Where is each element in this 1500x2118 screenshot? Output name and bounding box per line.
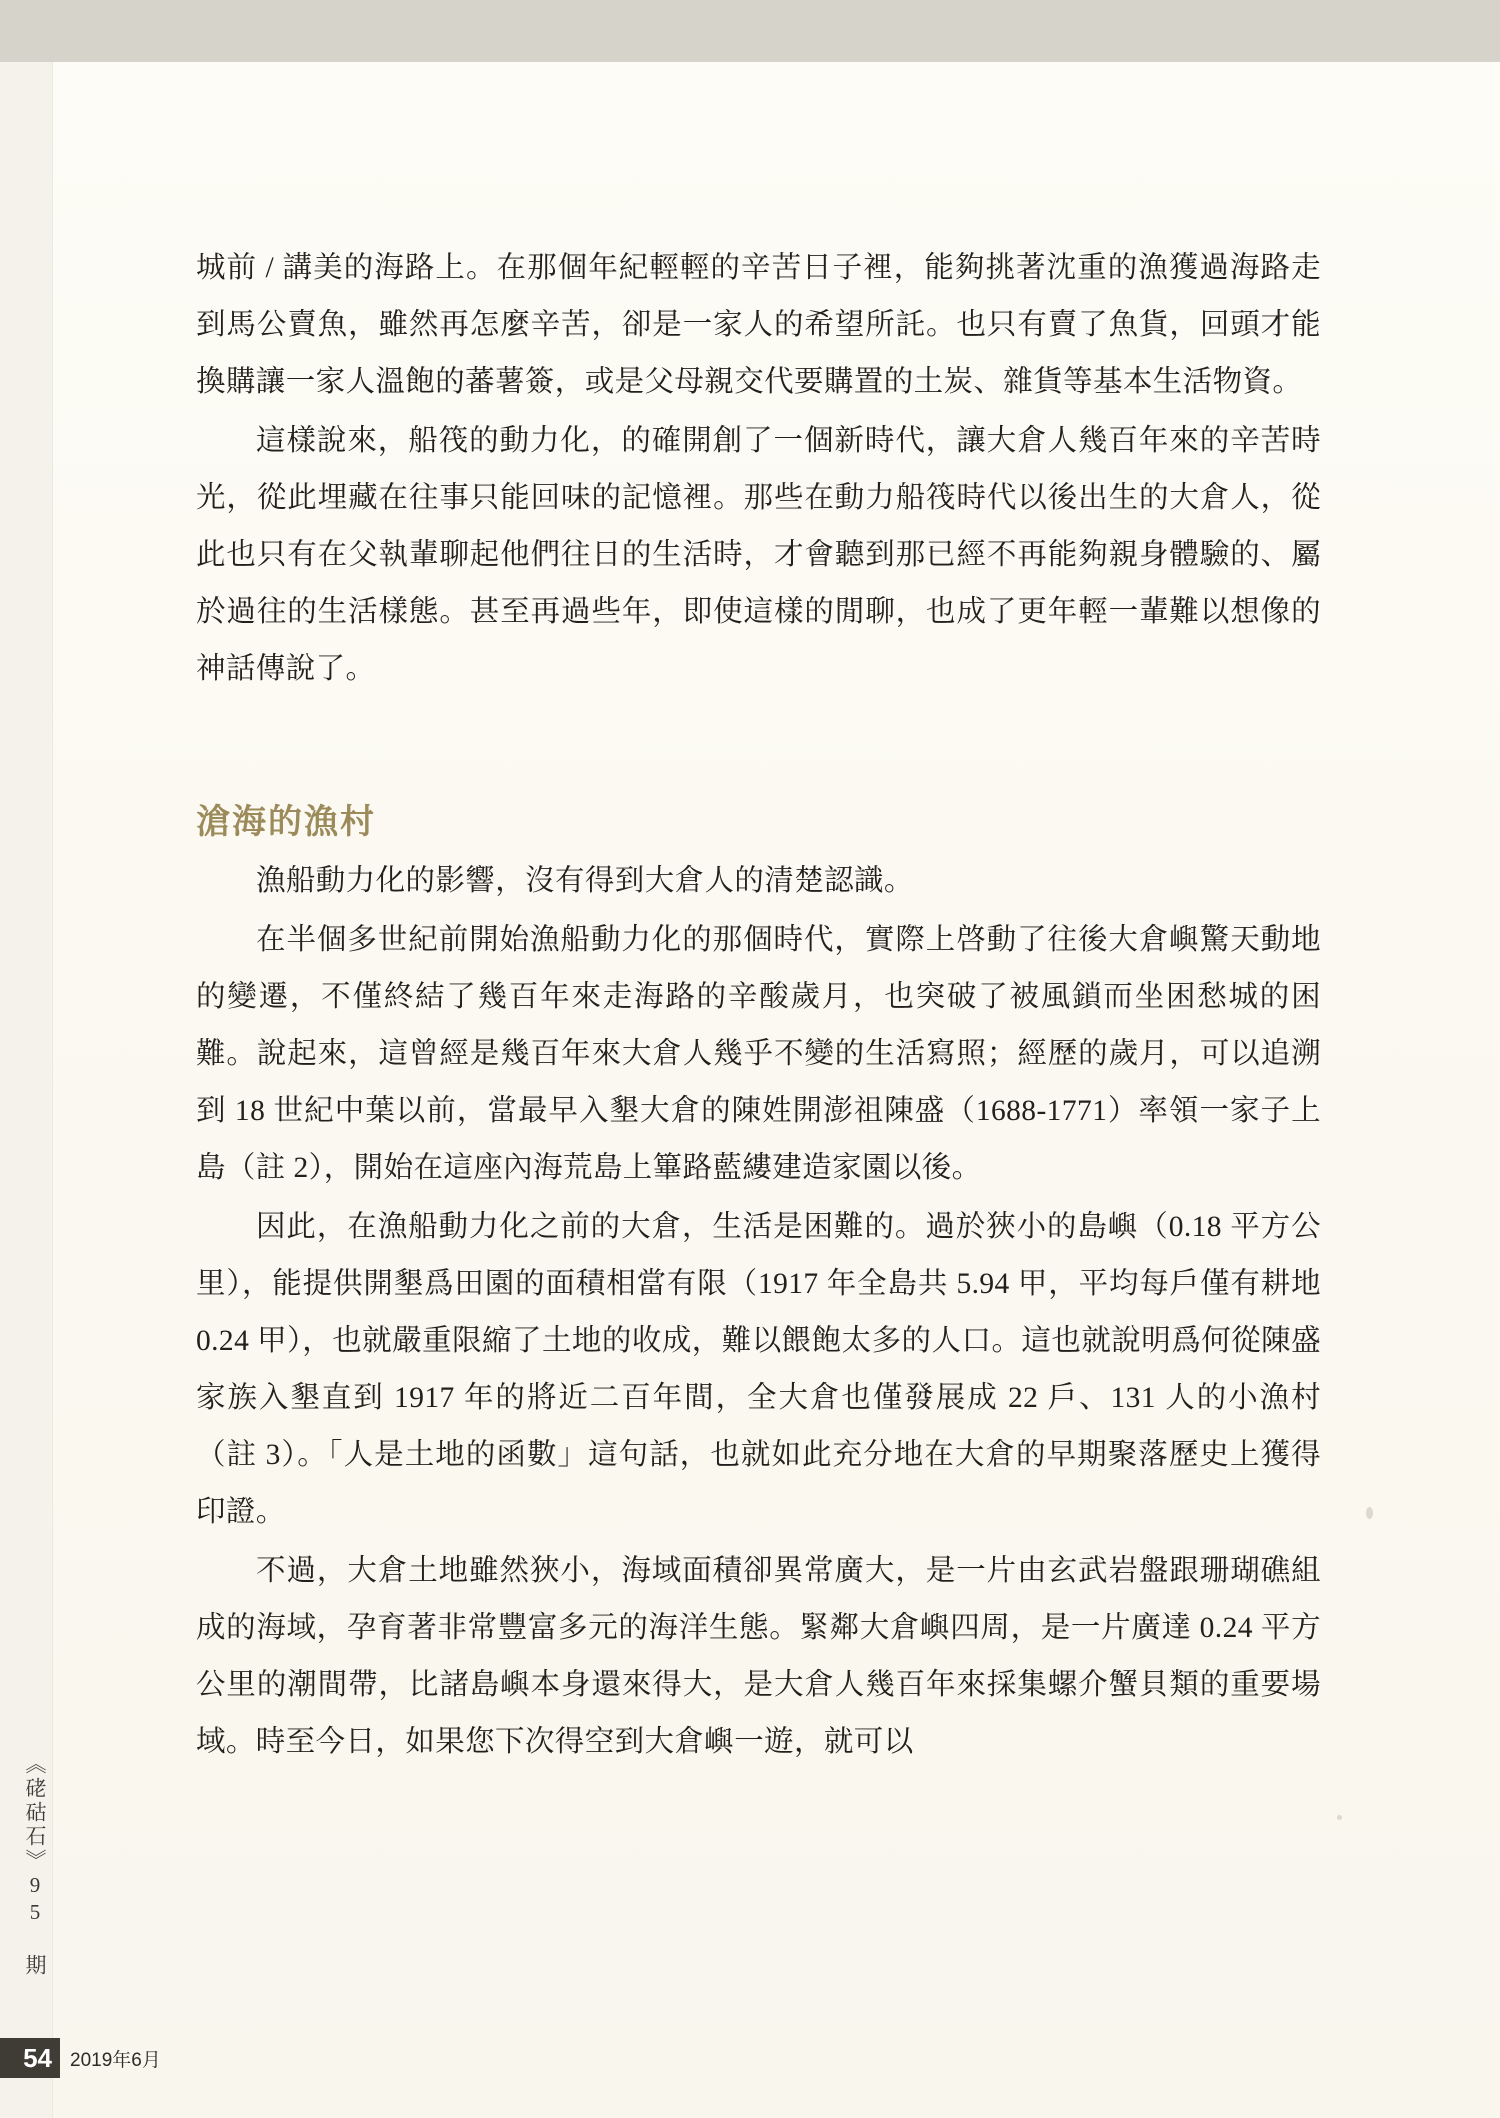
- paragraph: 漁船動力化的影響，沒有得到大倉人的清楚認識。: [256, 865, 914, 897]
- paragraph: 這樣說來，船筏的動力化，的確開創了一個新時代，讓大倉人幾百年來的辛苦時光，從此埋藏在往事只能回味的記憶裡。那些在動力船筏時代以後出生的大倉人，從此也只有在父執輩聊起他們往日的生活時，才會聽到那已經不再能夠親身體驗的、屬於過往的生活樣態。甚至再過些年，即使這樣的閒聊，也成了更年輕一輩難以想像的神話傳說了。: [196, 425, 1321, 685]
- scan-speck: [1337, 1815, 1342, 1820]
- paragraph: 城前 / 講美的海路上。在那個年紀輕輕的辛苦日子裡，能夠挑著沈重的漁獲過海路走到馬公賣魚，雖然再怎麼辛苦，卻是一家人的希望所託。也只有賣了魚貨，回頭才能換購讓一家人溫飽的蕃薯簽，或是父母親交代要購置的土炭、雜貨等基本生活物資。: [196, 252, 1321, 398]
- sidebar-issue-label: 《硓𥑮石》95 期: [23, 1753, 47, 1978]
- paragraph: 在半個多世紀前開始漁船動力化的那個時代，實際上啓動了往後大倉嶼驚天動地的變遷，不僅終結了幾百年來走海路的辛酸歲月，也突破了被風鎖而坐困愁城的困難。說起來，這曾經是幾百年來大倉人幾乎不變的生活寫照；經歷的歲月，可以追溯到 18 世紀中葉以前，當最早入墾大倉的陳姓開澎祖陳盛（1688-1771）率領一家子上島（註 2），開始在這座內海荒島上篳路藍縷建造家園以後。: [196, 924, 1321, 1184]
- page-top-band: [0, 0, 1500, 62]
- article-body: [196, 240, 1321, 1773]
- page-number: 54: [0, 2038, 60, 2078]
- scan-speck: [1366, 1507, 1373, 1519]
- paragraph: 因此，在漁船動力化之前的大倉，生活是困難的。過於狹小的島嶼（0.18 平方公里），能提供開墾爲田園的面積相當有限（1917 年全島共 5.94 甲，平均每戶僅有耕地 0.24 甲），也就嚴重限縮了土地的收成，難以餵飽太多的人口。這也就說明爲何從陳盛家族入墾直到 1917 年的將近二百年間，全大倉也僅發展成 22 戶、131 人的小漁村（註 3）。「人是土地的函數」這句話，也就如此充分地在大倉的早期聚落歷史上獲得印證。: [196, 1211, 1321, 1528]
- page-footer: [0, 2038, 210, 2078]
- issue-date: 2019年6月: [70, 2049, 161, 2071]
- paragraph: 不過，大倉土地雖然狹小，海域面積卻異常廣大，是一片由玄武岩盤跟珊瑚礁組成的海域，孕育著非常豐富多元的海洋生態。緊鄰大倉嶼四周，是一片廣達 0.24 平方公里的潮間帶，比諸島嶼本身還來得大，是大倉人幾百年來採集螺介蟹貝類的重要場域。時至今日，如果您下次得空到大倉嶼一遊，就可以: [196, 1555, 1321, 1758]
- section-heading: 滄海的漁村: [196, 803, 376, 841]
